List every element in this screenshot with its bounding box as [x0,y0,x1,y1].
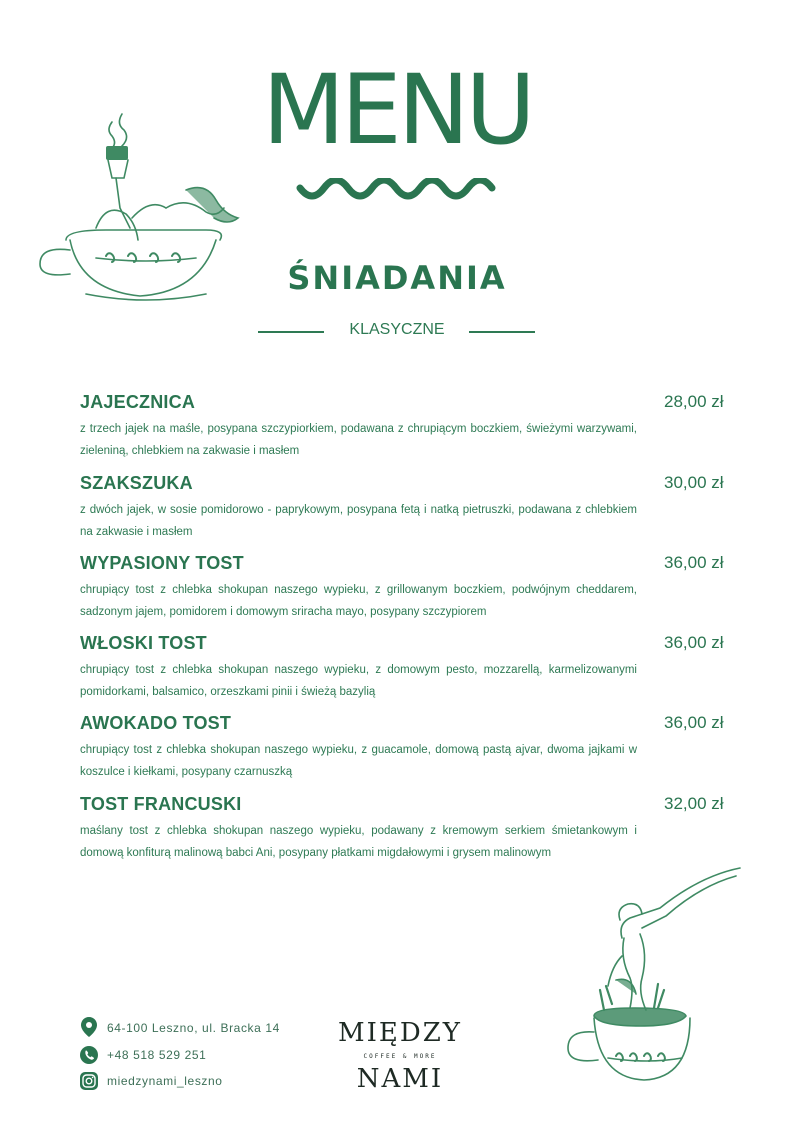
item-price: 32,00 zł [664,794,724,813]
phone-icon [80,1046,98,1064]
phone-text: +48 518 529 251 [107,1048,207,1062]
logo-line-1: MIĘDZY [338,1018,462,1048]
item-description: z dwóch jajek, w sosie pomidorowo - paprykowym, posypana fetą i natką pietruszki, podawana z chlebkiem na zakwasie i masłem [80,504,637,538]
section-title: ŚNIADANIA [287,259,507,297]
logo-tagline: COFFEE & MORE [363,1053,437,1060]
item-description: chrupiący tost z chlebka shokupan naszego wypieku, z domowym pesto, mozzarellą, karmelizowanymi pomidorkami, balsamico, orzeszkami pinii i świeżą bazylią [80,664,637,698]
item-name: JAJECZNICA [80,392,196,412]
instagram-icon [80,1072,98,1090]
item-price: 36,00 zł [664,633,724,652]
item-description: chrupiący tost z chlebka shokupan naszego wypieku, z guacamole, domową pastą ajvar, dwoma jajkami w koszulce i kiełkami, posypany czarnuszką [80,744,637,778]
diving-woman-cup-illustration [560,860,750,1092]
item-name: SZAKSZUKA [80,473,193,493]
item-description: z trzech jajek na maśle, posypana szczypiorkiem, podawana z chrupiącym boczkiem, świeżymi warzywami, zieleniną, chlebkiem na zakwasie i masłem [80,423,637,457]
item-price: 28,00 zł [664,392,724,411]
item-name: WŁOSKI TOST [80,633,207,653]
address-text: 64-100 Leszno, ul. Bracka 14 [107,1021,280,1035]
menu-title: MENU [262,54,532,166]
wave-divider [296,178,498,208]
item-description: maślany tost z chlebka shokupan naszego wypieku, podawany z kremowym serkiem śmietankowym i domową konfiturą malinową babci Ani, posypany płatkami migdałowymi i grysem malinowym [80,825,637,859]
location-pin-icon [80,1016,98,1038]
item-price: 36,00 zł [664,713,724,732]
item-name: TOST FRANCUSKI [80,794,242,814]
item-name: WYPASIONY TOST [80,553,244,573]
instagram-handle: miedzynami_leszno [107,1074,223,1088]
item-name: AWOKADO TOST [80,713,232,733]
item-description: chrupiący tost z chlebka shokupan naszego wypieku, z grillowanym boczkiem, podwójnym cheddarem, sadzonym jajem, pomidorem i domowym sriracha mayo, posypany szczypiorem [80,584,637,618]
section-subtitle: KLASYCZNE [349,321,445,338]
item-price: 36,00 zł [664,553,724,572]
subtitle-right-line [469,331,535,333]
item-price: 30,00 zł [664,473,724,492]
logo-line-2: NAMI [356,1064,444,1094]
